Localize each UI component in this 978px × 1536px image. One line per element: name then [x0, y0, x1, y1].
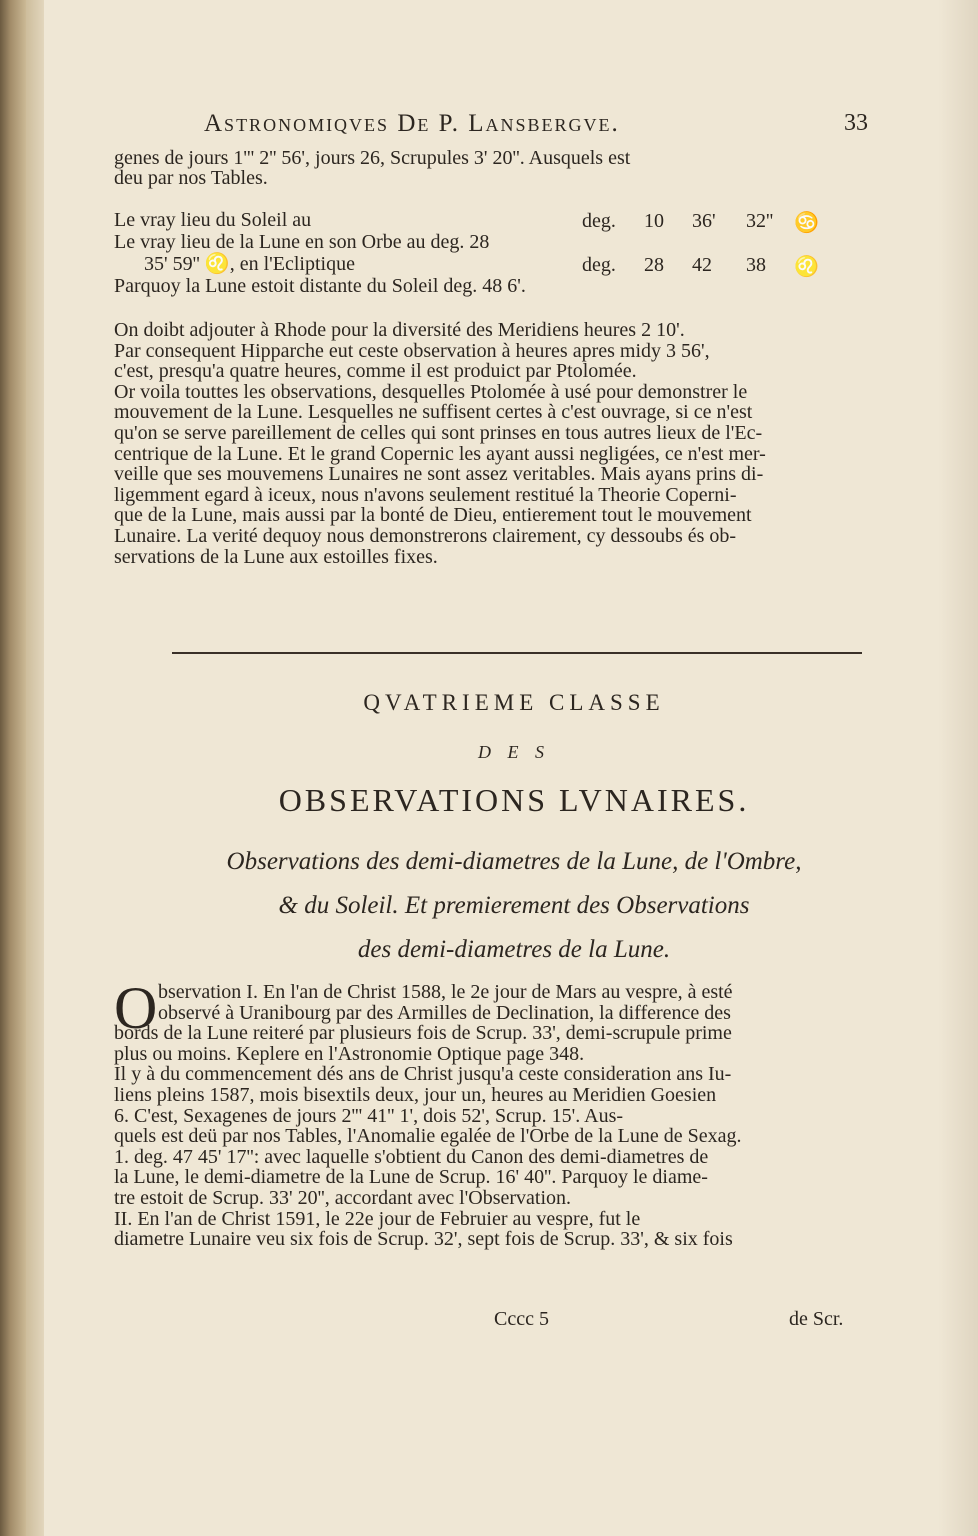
value-cell: 36': [692, 210, 716, 232]
facing-page-edge: [26, 0, 44, 1536]
value-cell: 42: [692, 254, 712, 276]
text-line: liens pleins 1587, mois bisextils deux, jour un, heures au Meridien Goesien: [114, 1083, 717, 1106]
position-values-table: [114, 210, 866, 298]
value-cell: 32'': [746, 210, 774, 232]
text-line: plus ou moins. Keplere en l'Astronomie Optique page 348.: [114, 1042, 585, 1065]
subtitle-line: Observations des demi-diametres de la Lune, de l'Ombre,: [226, 848, 802, 875]
signature-mark: Cccc 5: [494, 1308, 549, 1330]
page-shading: [938, 0, 978, 1536]
drop-capital: O: [114, 975, 158, 1041]
page-number: 33: [844, 110, 868, 136]
text-line: la Lune, le demi-diametre de la Lune de Scrup. 16' 40''. Parquoy le diame-: [114, 1166, 708, 1189]
text-line: Or voila touttes les observations, desquelles Ptolomée à usé pour demonstrer le: [114, 380, 748, 403]
section-divider: [172, 652, 862, 654]
section-title-des: D E S: [478, 742, 550, 762]
value-cell: 28: [644, 254, 664, 276]
book-page: [44, 0, 978, 1536]
section-title-main: OBSERVATIONS LVNAIRES.: [278, 782, 750, 818]
row-label: Le vray lieu de la Lune en son Orbe au deg. 28: [114, 231, 490, 253]
text-line: Lunaire. La verité dequoy nous demonstrerons clairement, cy dessoubs és ob-: [114, 524, 737, 547]
text-line: veille que ses mouvemens Lunaires ne sont assez veritables. Mais ayans prins di-: [114, 463, 764, 486]
zodiac-sign-icon: ♋: [794, 212, 819, 234]
deg-label: deg.: [582, 210, 616, 232]
text-line: Il y à du commencement dés ans de Christ jusqu'a ceste consideration ans Iu-: [114, 1063, 732, 1086]
text-line: deu par nos Tables.: [114, 167, 268, 189]
text-line: mouvement de la Lune. Lesquelles ne suffisent certes à c'est ouvrage, si ce n'est: [114, 401, 753, 424]
subtitle-line: & du Soleil. Et premierement des Observations: [278, 892, 750, 919]
text-line: diametre Lunaire veu six fois de Scrup. 32', sept fois de Scrup. 33', & six fois: [114, 1228, 733, 1251]
observation-paragraph: [114, 982, 866, 1250]
text-line: centrique de la Lune. Et le grand Copernic les ayant aussi negligées, ce n'est mer-: [114, 442, 766, 465]
text-line: bservation I. En l'an de Christ 1588, le 2e jour de Mars au vespre, à esté: [158, 981, 733, 1003]
section-subtitle: [194, 840, 834, 972]
text-line: tre estoit de Scrup. 33' 20'', accordant avec l'Observation.: [114, 1186, 572, 1209]
text-line: Par consequent Hipparche eut ceste observation à heures apres midy 3 56',: [114, 339, 710, 362]
running-head: Astronomiqves De P. Lansbergve.: [204, 110, 620, 137]
intro-paragraph: [114, 148, 866, 188]
page-header: [164, 110, 868, 150]
text-line: bords de la Lune reiteré par plusieurs fois de Scrup. 33', demi-scrupule prime: [114, 1022, 732, 1045]
table-row: [114, 276, 866, 298]
text-line: c'est, presqu'a quatre heures, comme il est produict par Ptolomée.: [114, 360, 637, 383]
text-line: ligemment egard à iceux, nous n'avons seulement restitué la Theorie Coperni-: [114, 483, 737, 506]
text-line: observé à Uranibourg par des Armilles de Declination, la difference des: [158, 1001, 731, 1024]
zodiac-sign-icon: ♌: [794, 256, 819, 278]
body-paragraph: [114, 320, 866, 567]
row-label: Le vray lieu du Soleil au: [114, 209, 312, 231]
text-line: servations de la Lune aux estoilles fixes.: [114, 545, 438, 568]
text-line: II. En l'an de Christ 1591, le 22e jour de Februier au vespre, fut le: [114, 1207, 641, 1230]
table-row: [114, 232, 866, 254]
text-line: 6. C'est, Sexagenes de jours 2''' 41'' 1', dois 52', Scrup. 15'. Aus-: [114, 1104, 624, 1127]
value-cell: 10: [644, 210, 664, 232]
deg-label: deg.: [582, 254, 616, 276]
row-label: 35' 59'' ♌, en l'Ecliptique: [144, 253, 355, 275]
catchword: de Scr.: [789, 1308, 844, 1330]
table-row: [114, 210, 866, 232]
text-line: On doibt adjouter à Rhode pour la diversité des Meridiens heures 2 10'.: [114, 319, 685, 341]
text-line: quels est deü par nos Tables, l'Anomalie egalée de l'Orbe de la Lune de Sexag.: [114, 1125, 742, 1148]
value-cell: 38: [746, 254, 766, 276]
text-line: 1. deg. 47 45' 17'': avec laquelle s'obtient du Canon des demi-diametres de: [114, 1145, 709, 1168]
table-row: [114, 254, 866, 276]
text-line: genes de jours 1''' 2'' 56', jours 26, Scrupules 3' 20''. Ausquels est: [114, 147, 631, 169]
text-line: qu'on se serve pareillement de celles qui sont prinses en tous autres lieux de l'Ec-: [114, 421, 763, 444]
row-label: Parquoy la Lune estoit distante du Soleil deg. 48 6'.: [114, 275, 526, 297]
book-binding: [0, 0, 26, 1536]
section-title-classe: QVATRIEME CLASSE: [363, 690, 665, 715]
text-line: que de la Lune, mais aussi par la bonté de Dieu, entierement tout le mouvement: [114, 504, 752, 527]
subtitle-line: des demi-diametres de la Lune.: [357, 936, 671, 963]
